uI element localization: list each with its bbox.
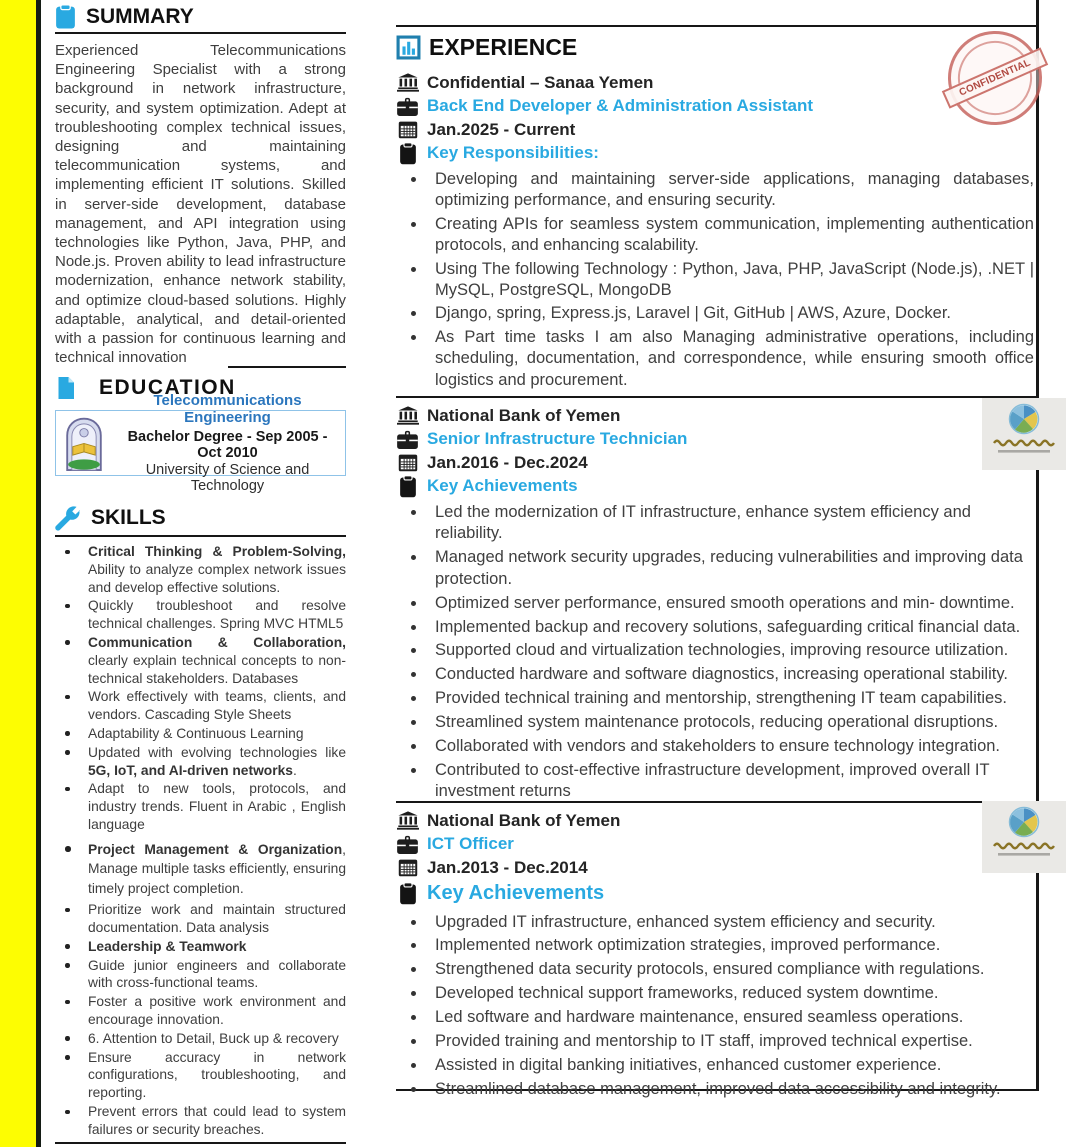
clipboard-icon: [396, 882, 419, 905]
job-role: Senior Infrastructure Technician: [427, 429, 688, 449]
skill-item: 6. Attention to Detail, Buck up & recovery: [55, 1030, 346, 1048]
experience-title: EXPERIENCE: [429, 33, 578, 60]
education-field: Telecommunications Engineering: [153, 392, 302, 426]
clipboard-icon: [396, 142, 419, 165]
right-column-border: [1036, 0, 1039, 1091]
education-details: [116, 392, 339, 494]
job-role: ICT Officer: [427, 834, 514, 854]
skill-item: Prioritize work and maintain structured documentation. Data analysis: [55, 901, 346, 937]
job-bullet: Provided training and mentorship to IT staff, improved technical expertise.: [396, 1031, 1036, 1052]
experience-panel: [396, 0, 1036, 1098]
skills-header: [55, 505, 346, 531]
job-bullet: Creating APIs for seamless system communication, implementing authentication protocols, and enhancing scalability.: [396, 214, 1036, 257]
calendar-icon: [396, 120, 419, 139]
job-label-line: [396, 880, 1036, 908]
job-bullet: Strengthened data security protocols, ensured compliance with regulations.: [396, 959, 1036, 980]
bank-icon: [396, 406, 419, 425]
job-label-line: [396, 142, 1036, 166]
skill-item: Foster a positive work environment and encourage innovation.: [55, 993, 346, 1029]
job-bullet: Streamlined database management, improved data accessibility and integrity.: [396, 1079, 1036, 1100]
calendar-icon: [396, 858, 419, 877]
skill-item: Critical Thinking & Problem-Solving, Ability to analyze complex network issues and develop effective solutions.: [55, 543, 346, 596]
bank-icon: [396, 811, 419, 830]
national-bank-of-yemen-logo: [982, 801, 1066, 873]
job-label: Key Achievements: [427, 882, 605, 904]
summary-header: [55, 4, 346, 29]
job-bullet: Conducted hardware and software diagnostics, increasing operational stability.: [396, 664, 1036, 685]
skill-item: Adaptability & Continuous Learning: [55, 725, 346, 743]
skills-bottom-divider: [55, 1142, 346, 1144]
job-label: Key Achievements: [427, 476, 578, 496]
summary-text: Experienced Telecommunications Engineering Specialist with a strong background in network infrastructure, security, and system optimization. Adept at troubleshooting complex technical issues, designing and maintaining telecommunication systems, and implementing efficient IT solutions. Skilled in server-side development, database management, and API integration using technologies like Python, Java, PHP, and Node.js. Proven ability to lead infrastructure modernization, enhance network stability, and optimize cloud-based solutions. Highly adaptable, analytical, and detail-oriented with a passion for continuous learning and technical innovation: [55, 42, 346, 367]
skills-list: [55, 543, 346, 1139]
experience-header: [396, 32, 1036, 62]
skill-item: Project Management & Organization, Manage multiple tasks efficiently, ensuring timely project completion.: [55, 840, 346, 899]
education-divider: [228, 366, 346, 368]
job-bullets: [396, 912, 1036, 1101]
skills-divider: [55, 535, 346, 537]
job-bullet: Streamlined system maintenance protocols, reducing operational disruptions.: [396, 712, 1036, 733]
job-company: National Bank of Yemen: [427, 405, 621, 425]
skill-item: Adapt to new tools, protocols, and industry trends. Fluent in Arabic , English language: [55, 780, 346, 833]
job-bullet: Supported cloud and virtualization technologies, improving resource utilization.: [396, 640, 1036, 661]
job-company-line: [396, 809, 1036, 833]
education-section: [55, 366, 346, 494]
job-company-line: [396, 404, 1036, 428]
job-bullet: Django, spring, Express.js, Laravel | Git, GitHub | AWS, Azure, Docker.: [396, 303, 1036, 324]
job-entry: [396, 398, 1036, 803]
experience-top-divider: [396, 25, 1036, 27]
job-dates-line: [396, 451, 1036, 475]
skill-item: Prevent errors that could lead to system failures or security breaches.: [55, 1103, 346, 1139]
university-logo: [62, 415, 106, 471]
job-bullet: Optimized server performance, ensured smooth operations and min- downtime.: [396, 593, 1036, 614]
calendar-icon: [396, 453, 419, 472]
skills-section: [55, 505, 346, 1144]
job-bullet: Implemented backup and recovery solutions, safeguarding critical financial data.: [396, 617, 1036, 638]
page-icon: [55, 376, 77, 400]
job-role: Back End Developer & Administration Assistant: [427, 96, 814, 116]
job-dates-line: [396, 856, 1036, 880]
job-bullet: Using The following Technology : Python, Java, PHP, JavaScript (Node.js), .NET | MySQL, PostgreSQL, MongoDB: [396, 259, 1036, 302]
stamp-text: CONFIDENTIAL: [957, 57, 1033, 99]
job-company-line: [396, 71, 1036, 95]
job-bullet: Assisted in digital banking initiatives, enhanced customer experience.: [396, 1055, 1036, 1076]
job-role-line: [396, 833, 1036, 857]
job-entry: [396, 803, 1036, 1098]
skills-title: SKILLS: [91, 506, 166, 529]
job-label-line: [396, 475, 1036, 499]
chart-icon: [396, 35, 421, 60]
job-label: Key Responsibilities:: [427, 143, 599, 163]
skill-item: Work effectively with teams, clients, and vendors. Cascading Style Sheets: [55, 688, 346, 724]
skill-item: Quickly troubleshoot and resolve technical challenges. Spring MVC HTML5: [55, 597, 346, 633]
bank-icon: [396, 73, 419, 92]
skill-item: Communication & Collaboration, clearly explain technical concepts to non-technical stakeholders. Databases: [55, 634, 346, 687]
job-bullet: As Part time tasks I am also Managing administrative operations, including scheduling, documentation, and correspondence, while ensuring smooth office logistics and procurement.: [396, 327, 1036, 391]
yellow-accent-stripe: [0, 0, 41, 1147]
job-bullet: Implemented network optimization strategies, improved performance.: [396, 935, 1036, 956]
summary-divider: [55, 32, 346, 34]
briefcase-icon: [396, 97, 419, 116]
summary-title: SUMMARY: [86, 4, 194, 28]
briefcase-icon: [396, 430, 419, 449]
job-bullets: [396, 169, 1036, 391]
job-bullet: Provided technical training and mentorship, strengthening IT team capabilities.: [396, 688, 1036, 709]
job-bullet: Upgraded IT infrastructure, enhanced system efficiency and security.: [396, 912, 1036, 933]
skill-item: Guide junior engineers and collaborate with cross-functional teams.: [55, 957, 346, 993]
job-bullets: [396, 502, 1036, 803]
job-bullet: Led the modernization of IT infrastructure, enhance system efficiency and reliability.: [396, 502, 1036, 545]
job-bullet: Collaborated with vendors and stakeholders to ensure technology integration.: [396, 736, 1036, 757]
wrench-icon: [55, 505, 81, 531]
skill-item: Updated with evolving technologies like 5G, IoT, and AI-driven networks.: [55, 744, 346, 780]
job-company: Confidential – Sanaa Yemen: [427, 72, 654, 92]
skill-item: Leadership & Teamwork: [55, 938, 346, 956]
job-bullet: Led software and hardware maintenance, ensured seamless operations.: [396, 1007, 1036, 1028]
education-card: [55, 392, 346, 494]
national-bank-of-yemen-logo: [982, 398, 1066, 470]
skill-item: Ensure accuracy in network configurations, troubleshooting, and reporting.: [55, 1049, 346, 1102]
education-title: EDUCATION: [99, 376, 236, 399]
education-school: University of Science and Technology: [145, 462, 310, 494]
job-dates-line: [396, 118, 1036, 142]
briefcase-icon: [396, 835, 419, 854]
job-role-line: [396, 95, 1036, 119]
clipboard-icon: [55, 4, 76, 29]
job-bullet: Developing and maintaining server-side applications, managing databases, optimizing performance, and ensuring security.: [396, 169, 1036, 212]
sidebar: [55, 0, 346, 1147]
education-degree: Bachelor Degree - Sep 2005 - Oct 2010: [127, 429, 328, 461]
job-bullet: Contributed to cost-effective infrastructure development, improved overall IT investment returns: [396, 760, 1036, 803]
job-dates: Jan.2025 - Current: [427, 119, 576, 139]
job-role-line: [396, 428, 1036, 452]
job-entry: [396, 57, 1036, 398]
experience-jobs: [396, 57, 1036, 1098]
job-bullet: Managed network security upgrades, reducing vulnerabilities and improving data protection.: [396, 547, 1036, 590]
job-bullet: Developed technical support frameworks, reduced system downtime.: [396, 983, 1036, 1004]
job-company: National Bank of Yemen: [427, 810, 621, 830]
clipboard-icon: [396, 475, 419, 498]
job-dates: Jan.2013 - Dec.2014: [427, 857, 588, 877]
job-dates: Jan.2016 - Dec.2024: [427, 452, 588, 472]
summary-section: [55, 4, 346, 367]
